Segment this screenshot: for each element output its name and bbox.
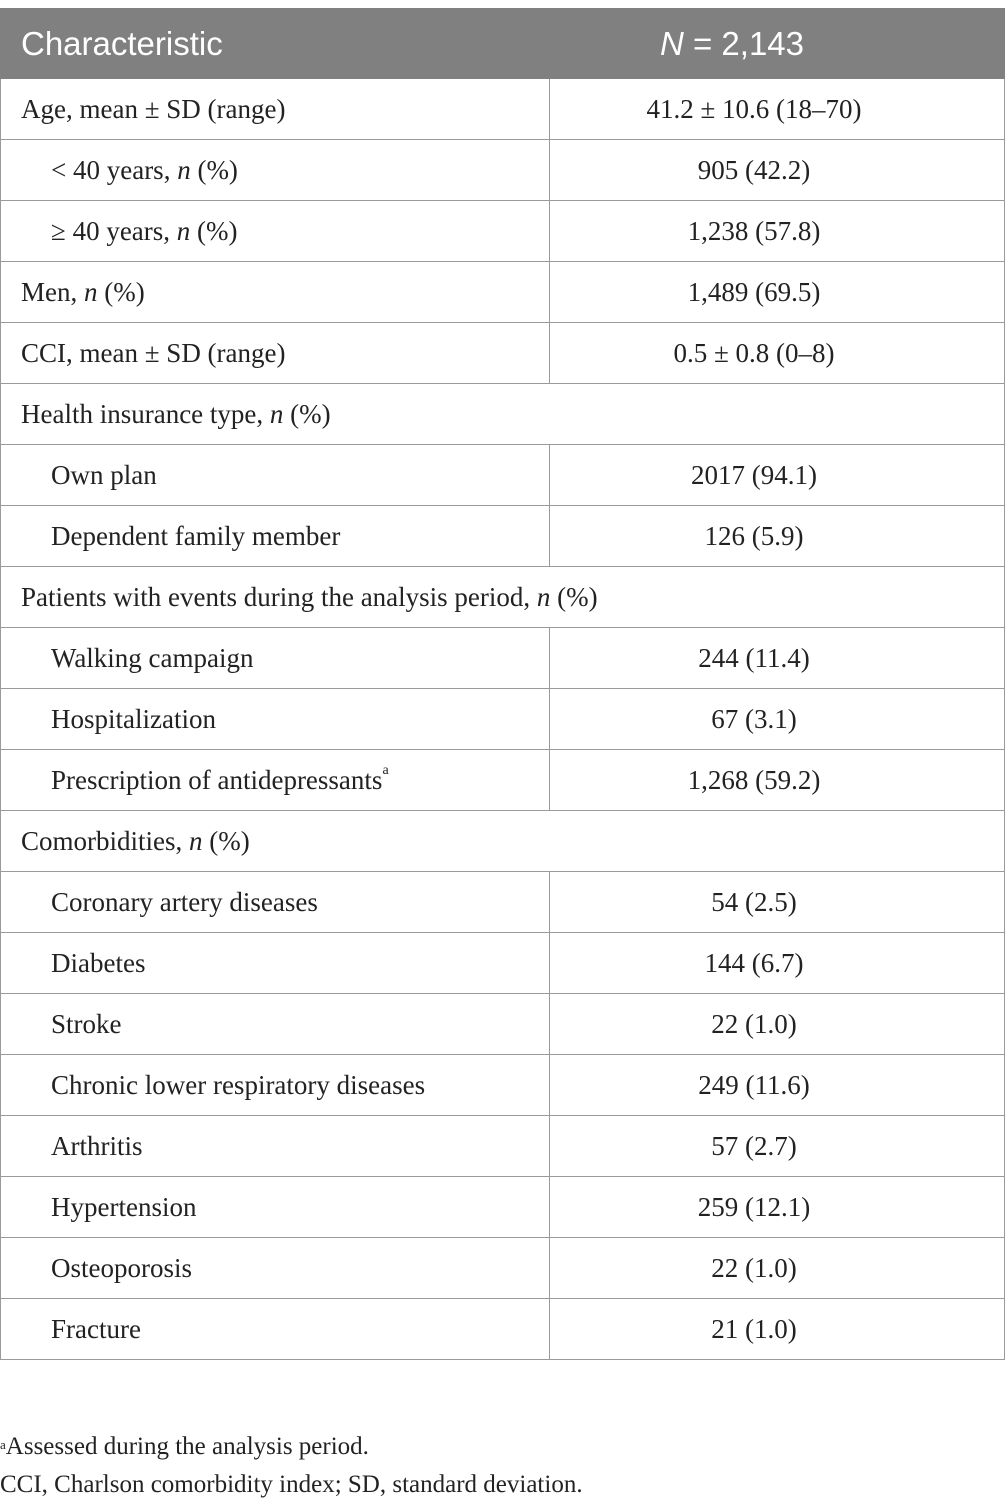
table-header-row — [1, 9, 1005, 79]
row-value-cell: 144 (6.7) — [550, 933, 1005, 994]
label-text: Men, — [21, 276, 84, 307]
table-row — [1, 262, 1005, 323]
table-row — [1, 750, 1005, 811]
label-italic-n: n — [84, 276, 98, 307]
label-text: Patients with events during the analysis period, — [21, 581, 537, 612]
row-value-cell: 1,268 (59.2) — [550, 750, 1005, 811]
table-row — [1, 1299, 1005, 1360]
table-row — [1, 506, 1005, 567]
label-text: Arthritis — [51, 1130, 143, 1161]
label-suffix: (%) — [283, 398, 331, 429]
table-row — [1, 994, 1005, 1055]
label-suffix: (%) — [202, 825, 250, 856]
row-label-cell — [1, 1055, 550, 1116]
table-row — [1, 140, 1005, 201]
label-text: Prescription of antidepressants — [51, 764, 383, 795]
label-italic-n: n — [176, 215, 191, 246]
row-value-cell: 249 (11.6) — [550, 1055, 1005, 1116]
label-italic-n: n — [269, 398, 284, 429]
footnote-marker: a — [382, 762, 389, 778]
row-label-cell — [1, 689, 550, 750]
row-label-cell — [1, 933, 550, 994]
section-label-cell — [1, 811, 1005, 872]
row-label-cell — [1, 445, 550, 506]
section-label-cell — [1, 384, 1005, 445]
characteristics-table — [0, 8, 1005, 1360]
row-label-cell — [1, 201, 550, 262]
row-value-cell: 259 (12.1) — [550, 1177, 1005, 1238]
row-value-cell: 1,489 (69.5) — [550, 262, 1005, 323]
label-italic-n: n — [189, 825, 203, 856]
label-text: Hospitalization — [51, 703, 216, 734]
row-label-cell — [1, 872, 550, 933]
label-text: Chronic lower respiratory diseases — [51, 1069, 426, 1100]
row-label-cell — [1, 506, 550, 567]
header-n-symbol: N — [659, 24, 684, 62]
table-row — [1, 628, 1005, 689]
row-label-cell — [1, 1238, 550, 1299]
label-text: Walking campaign — [51, 642, 254, 673]
section-row — [1, 384, 1005, 445]
row-value-cell: 21 (1.0) — [550, 1299, 1005, 1360]
header-sample-size — [550, 9, 1005, 79]
table-footnotes — [0, 1428, 583, 1504]
row-value-cell: 22 (1.0) — [550, 994, 1005, 1055]
label-suffix: (%) — [97, 276, 145, 307]
row-value-cell: 67 (3.1) — [550, 689, 1005, 750]
table-row — [1, 872, 1005, 933]
section-row — [1, 567, 1005, 628]
label-text: Osteoporosis — [51, 1252, 192, 1283]
row-label-cell — [1, 750, 550, 811]
table-row — [1, 79, 1005, 140]
label-text: Comorbidities, — [21, 825, 189, 856]
header-characteristic: Characteristic — [1, 9, 550, 79]
row-value-cell: 22 (1.0) — [550, 1238, 1005, 1299]
header-n-value: = 2,143 — [683, 24, 805, 62]
row-value-cell: 905 (42.2) — [550, 140, 1005, 201]
row-label-cell — [1, 323, 550, 384]
table-row — [1, 933, 1005, 994]
label-suffix: (%) — [190, 215, 238, 246]
row-value-cell: 0.5 ± 0.8 (0–8) — [550, 323, 1005, 384]
row-label-cell — [1, 628, 550, 689]
label-text: Hypertension — [51, 1191, 197, 1222]
table-row — [1, 1116, 1005, 1177]
label-italic-n: n — [177, 154, 191, 185]
label-text: Diabetes — [51, 947, 146, 978]
table-row — [1, 1055, 1005, 1116]
label-text: Own plan — [51, 459, 157, 490]
row-label-cell — [1, 1177, 550, 1238]
table-row — [1, 445, 1005, 506]
row-label-cell — [1, 140, 550, 201]
label-text: CCI, mean ± SD (range) — [21, 337, 286, 368]
row-label-cell — [1, 994, 550, 1055]
row-value-cell: 57 (2.7) — [550, 1116, 1005, 1177]
label-text: Stroke — [51, 1008, 122, 1039]
table-body — [1, 79, 1005, 1360]
label-text: Fracture — [51, 1313, 141, 1344]
label-text: Coronary artery diseases — [51, 886, 318, 917]
label-text: Health insurance type, — [21, 398, 270, 429]
section-row — [1, 811, 1005, 872]
row-value-cell: 244 (11.4) — [550, 628, 1005, 689]
label-text: ≥ 40 years, — [51, 215, 177, 246]
row-label-cell — [1, 79, 550, 140]
table-row — [1, 323, 1005, 384]
label-text: Dependent family member — [51, 520, 341, 551]
row-value-cell: 126 (5.9) — [550, 506, 1005, 567]
label-suffix: (%) — [550, 581, 598, 612]
row-label-cell — [1, 1116, 550, 1177]
row-label-cell — [1, 1299, 550, 1360]
row-value-cell: 41.2 ± 10.6 (18–70) — [550, 79, 1005, 140]
table-row — [1, 1238, 1005, 1299]
section-label-cell — [1, 567, 1005, 628]
label-italic-n: n — [536, 581, 551, 612]
label-text: < 40 years, — [51, 154, 178, 185]
row-label-cell — [1, 262, 550, 323]
row-value-cell: 54 (2.5) — [550, 872, 1005, 933]
table-row — [1, 1177, 1005, 1238]
row-value-cell: 1,238 (57.8) — [550, 201, 1005, 262]
label-suffix: (%) — [190, 154, 238, 185]
table-row — [1, 201, 1005, 262]
label-text: Age, mean ± SD (range) — [21, 93, 286, 124]
footnote-a — [0, 1428, 583, 1466]
row-value-cell: 2017 (94.1) — [550, 445, 1005, 506]
table-row — [1, 689, 1005, 750]
footnote-a-text: Assessed during the analysis period. — [5, 1433, 369, 1460]
footnote-abbreviations: CCI, Charlson comorbidity index; SD, standard deviation. — [0, 1471, 583, 1498]
footnote-a-marker: a — [0, 1437, 6, 1452]
